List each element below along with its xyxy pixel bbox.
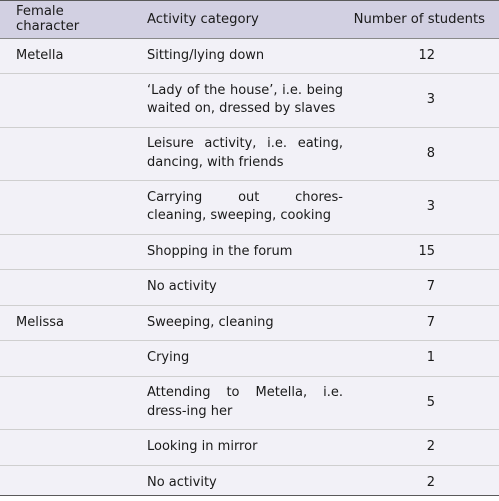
count-cell: 5 [349,376,499,430]
character-cell [0,270,131,306]
count-cell: 3 [349,181,499,235]
character-cell [0,341,131,377]
count-cell: 7 [349,270,499,306]
table-row [0,270,499,306]
activity-cell: Leisure activity, i.e. eating, dancing, with friends [131,127,349,181]
activity-cell: Looking in mirror [131,430,349,466]
character-cell [0,181,131,235]
count-cell: 2 [349,465,499,501]
count-cell: 7 [349,305,499,341]
table-row [0,38,499,74]
character-cell [0,74,131,128]
count-cell: 12 [349,38,499,74]
table-row [0,341,499,377]
table-row [0,465,499,501]
character-cell: Metella [0,38,131,74]
activity-cell: ‘Lady of the house’, i.e. being waited on, dressed by slaves [131,74,349,128]
activity-cell: Attending to Metella, i.e. dress-ing her [131,376,349,430]
character-cell [0,376,131,430]
activity-cell: Sweeping, cleaning [131,305,349,341]
character-cell [0,127,131,181]
count-cell: 3 [349,74,499,128]
activity-cell: No activity [131,465,349,501]
character-cell [0,465,131,501]
table-row [0,74,499,128]
activity-cell: Crying [131,341,349,377]
character-cell [0,234,131,270]
activity-table [0,1,499,501]
table-row [0,234,499,270]
table-row [0,430,499,466]
count-cell: 15 [349,234,499,270]
table-row [0,376,499,430]
header-number-of-students: Number of students [349,1,499,38]
activity-cell: Sitting/lying down [131,38,349,74]
count-cell: 8 [349,127,499,181]
character-cell: Melissa [0,305,131,341]
table-row [0,181,499,235]
activity-cell: No activity [131,270,349,306]
character-cell [0,430,131,466]
table-row [0,127,499,181]
count-cell: 1 [349,341,499,377]
header-activity-category: Activity category [131,1,349,38]
count-cell: 2 [349,430,499,466]
table-header-row [0,1,499,38]
header-female-character: Female character [0,1,131,38]
activity-cell: Carrying out chores- cleaning, sweeping, cooking [131,181,349,235]
activity-cell: Shopping in the forum [131,234,349,270]
table-row [0,305,499,341]
